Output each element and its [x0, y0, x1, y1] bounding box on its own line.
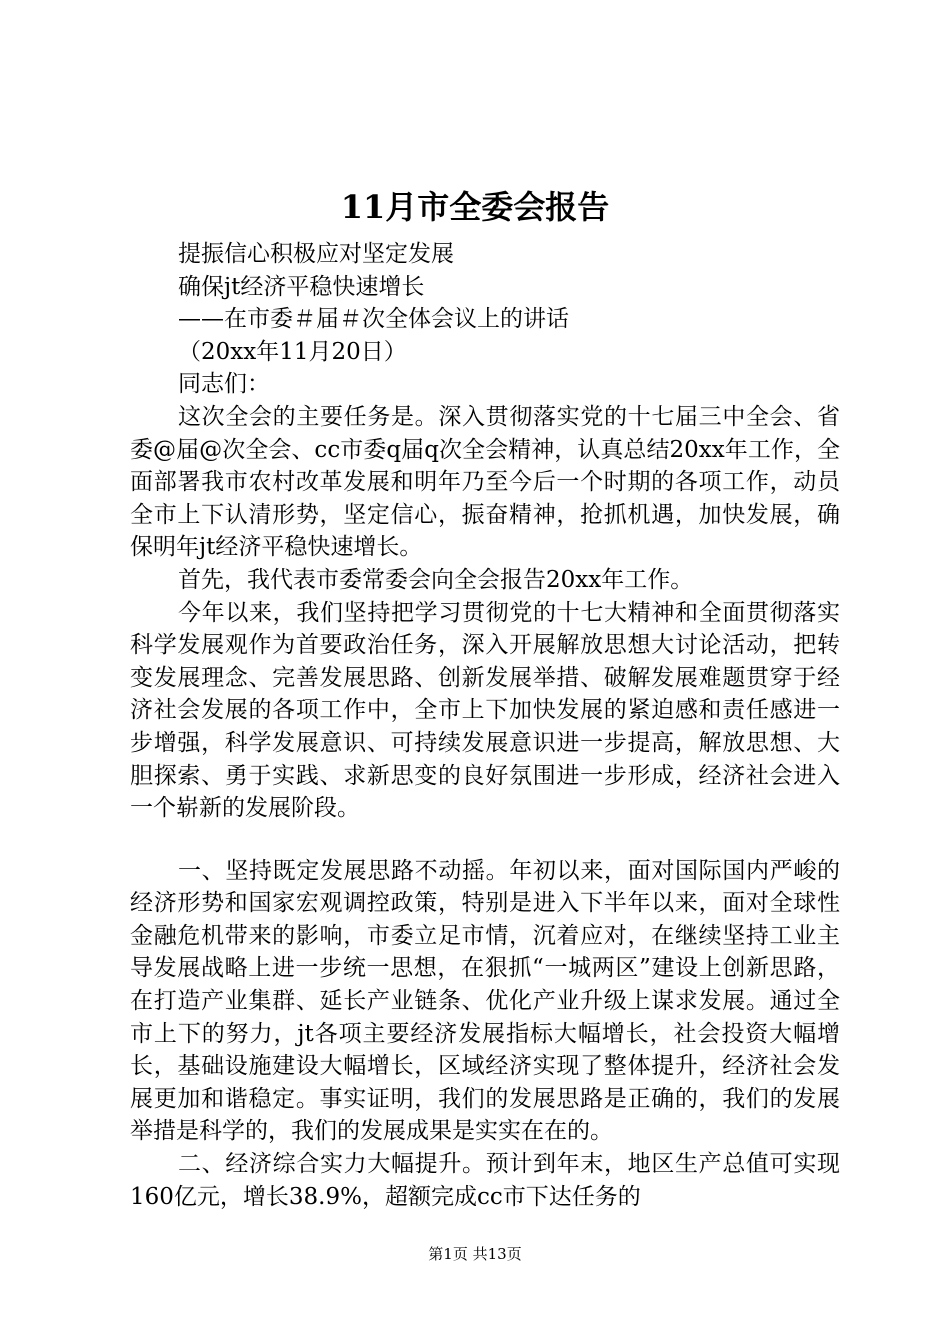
paragraph-section-one: 一、坚持既定发展思路不动摇。年初以来，面对国际国内严峻的经济形势和国家宏观调控政策，特别是进入下半年以来，面对全球性金融危机带来的影响，市委立足市情，沉着应对，在继续坚持工业主导发展战略上进一步统一思想，在狠抓“一城两区”建设上创新思路，在打造产业集群、延长产业链条、优化产业升级上谋求发展。通过全市上下的努力，jt各项主要经济发展指标大幅增长，社会投资大幅增长，基础设施建设大幅增长，区域经济实现了整体提升，经济社会发展更加和谐稳定。事实证明，我们的发展思路是正确的，我们的发展举措是科学的，我们的发展成果是实实在在的。 — [130, 857, 840, 1145]
paragraph-intro: 这次全会的主要任务是。深入贯彻落实党的十七届三中全会、省委@届@次全会、cc市委q届q次全会精神，认真总结20xx年工作，全面部署我市农村改革发展和明年乃至今后一个时期的各项工作，动员全市上下认清形势，坚定信心，振奋精神，抢抓机遇，加快发展，确保明年jt经济平稳快速增长。 — [130, 403, 840, 561]
page-footer: 第1页 共13页 — [428, 1245, 522, 1263]
salutation: 同志们： — [178, 371, 270, 398]
subtitle-line-3: ——在市委＃届＃次全体会议上的讲话 — [178, 306, 569, 333]
paragraph-overview: 今年以来，我们坚持把学习贯彻党的十七大精神和全面贯彻落实科学发展观作为首要政治任务，深入开展解放思想大讨论活动，把转变发展理念、完善发展思路、创新发展举措、破解发展难题贯穿于经济社会发展的各项工作中，全市上下加快发展的紧迫感和责任感进一步增强，科学发展意识、可持续发展意识进一步提高，解放思想、大胆探索、勇于实践、求新思变的良好氛围进一步形成，经济社会进入一个崭新的发展阶段。 — [130, 599, 840, 822]
document-body — [130, 238, 840, 1213]
paragraph-report-opening: 首先，我代表市委常委会向全会报告20xx年工作。 — [178, 566, 694, 593]
paragraph-spacer — [130, 825, 840, 855]
document-title: 11月市全委会报告 — [340, 188, 610, 226]
subtitle-line-2: 确保jt经济平稳快速增长 — [178, 273, 425, 300]
subtitle-line-1: 提振信心积极应对坚定发展 — [178, 241, 454, 267]
paragraph-section-two: 二、经济综合实力大幅提升。预计到年末，地区生产总值可实现160亿元，增长38.9%，超额完成cc市下达任务的 — [130, 1151, 840, 1210]
speech-date: （20xx年11月20日） — [178, 338, 407, 365]
